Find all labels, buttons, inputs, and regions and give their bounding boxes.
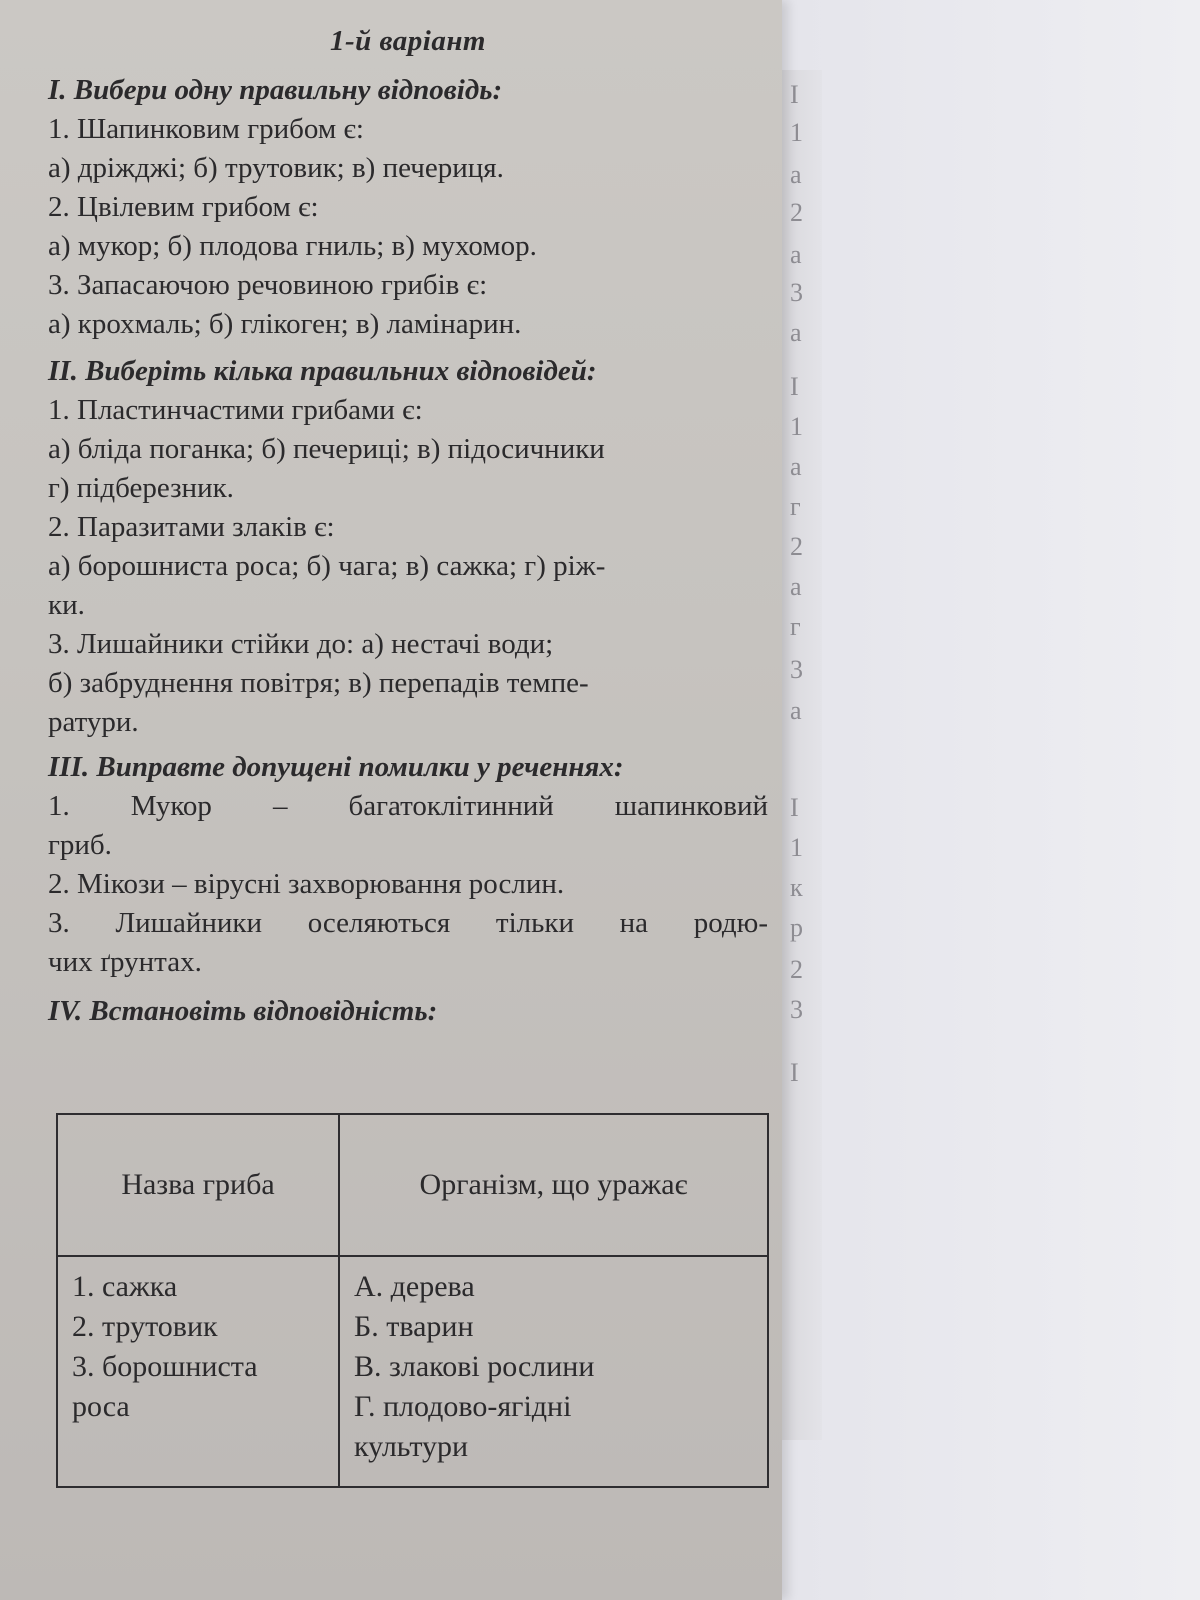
fragment: а	[790, 696, 802, 725]
answer-options: б) забруднення повітря; в) перепадів темпе-	[48, 667, 589, 699]
fragment: I	[790, 372, 799, 401]
section-heading: I. Вибери одну правильну відповідь:	[48, 74, 503, 106]
answer-options: а) бліда поганка; б) печериці; в) підосичники	[48, 433, 605, 465]
answer-options: г) підберезник.	[48, 472, 234, 504]
answer-options: а) крохмаль; б) глікоген; в) ламінарин.	[48, 308, 522, 340]
list-item: Б. тварин	[354, 1310, 474, 1343]
question-line: 3. Запасаючою речовиною грибів є:	[48, 269, 488, 301]
answer-options: ратури.	[48, 706, 139, 738]
list-item: В. злакові рослини	[354, 1350, 595, 1383]
fungus-list-cell	[57, 1256, 339, 1487]
list-item: культури	[354, 1430, 469, 1463]
list-item: 3. борошниста	[72, 1350, 258, 1383]
question-line: 1. Шапинковим грибом є:	[48, 113, 364, 145]
fragment: 2	[790, 532, 803, 561]
fragment: г	[790, 612, 801, 641]
list-item: 2. трутовик	[72, 1310, 218, 1343]
section-heading: III. Виправте допущені помилки у реченнях:	[48, 751, 624, 783]
fragment: г	[790, 492, 801, 521]
fragment: I	[790, 80, 799, 109]
fragment: 3	[790, 655, 803, 684]
organism-list-cell	[339, 1256, 768, 1487]
question-line: 1. Пластинчастими грибами є:	[48, 394, 423, 426]
column-header-organism: Організм, що уражає	[339, 1114, 768, 1256]
variant-title: 1-й варіант	[329, 25, 486, 57]
fragment: 1	[790, 118, 803, 147]
list-item: роса	[72, 1390, 130, 1423]
answer-options: а) дріжджі; б) трутовик; в) печериця.	[48, 152, 504, 184]
fragment: 3	[790, 278, 803, 307]
list-item: 1. сажка	[72, 1270, 178, 1303]
statement-line: чих ґрунтах.	[48, 946, 202, 978]
statement-line: гриб.	[48, 829, 112, 861]
statement-line: 3. Лишайники оселяються тільки на родю-	[48, 907, 768, 939]
section-heading: IV. Встановіть відповідність:	[48, 995, 438, 1027]
fragment: р	[790, 913, 803, 942]
answer-options: а) мукор; б) плодова гниль; в) мухомор.	[48, 230, 537, 262]
list-item: Г. плодово-ягідні	[354, 1390, 572, 1423]
worksheet-content	[48, 22, 768, 1031]
fragment: а	[790, 572, 802, 601]
fragment: а	[790, 160, 802, 189]
statement-line: 1. Мукор – багатоклітинний шапинковий	[48, 790, 768, 822]
answer-options: а) борошниста роса; б) чага; в) сажка; г) ріж-	[48, 550, 606, 582]
statement-line: 2. Мікози – вірусні захворювання рослин.	[48, 868, 565, 900]
fragment: 1	[790, 412, 803, 441]
fragment: а	[790, 240, 802, 269]
fragment: а	[790, 452, 802, 481]
answer-options: ки.	[48, 589, 85, 621]
question-line: 2. Паразитами злаків є:	[48, 511, 335, 543]
question-line: 3. Лишайники стійки до: а) нестачі води;	[48, 628, 554, 660]
table-row	[57, 1256, 768, 1487]
matching-table	[56, 1113, 769, 1488]
fragment: 3	[790, 995, 803, 1024]
fragment: I	[790, 793, 799, 822]
fragment: 1	[790, 833, 803, 862]
fragment: 2	[790, 198, 803, 227]
list-item: А. дерева	[354, 1270, 475, 1303]
fragment: а	[790, 318, 802, 347]
facing-page-fragments	[784, 0, 814, 1600]
fragment: 2	[790, 955, 803, 984]
column-header-fungus: Назва гриба	[57, 1114, 339, 1256]
section-heading: II. Виберіть кілька правильних відповідей:	[48, 355, 597, 387]
question-line: 2. Цвілевим грибом є:	[48, 191, 319, 223]
fragment: I	[790, 1058, 799, 1087]
fragment: к	[790, 873, 803, 902]
table-header-row	[57, 1114, 768, 1256]
